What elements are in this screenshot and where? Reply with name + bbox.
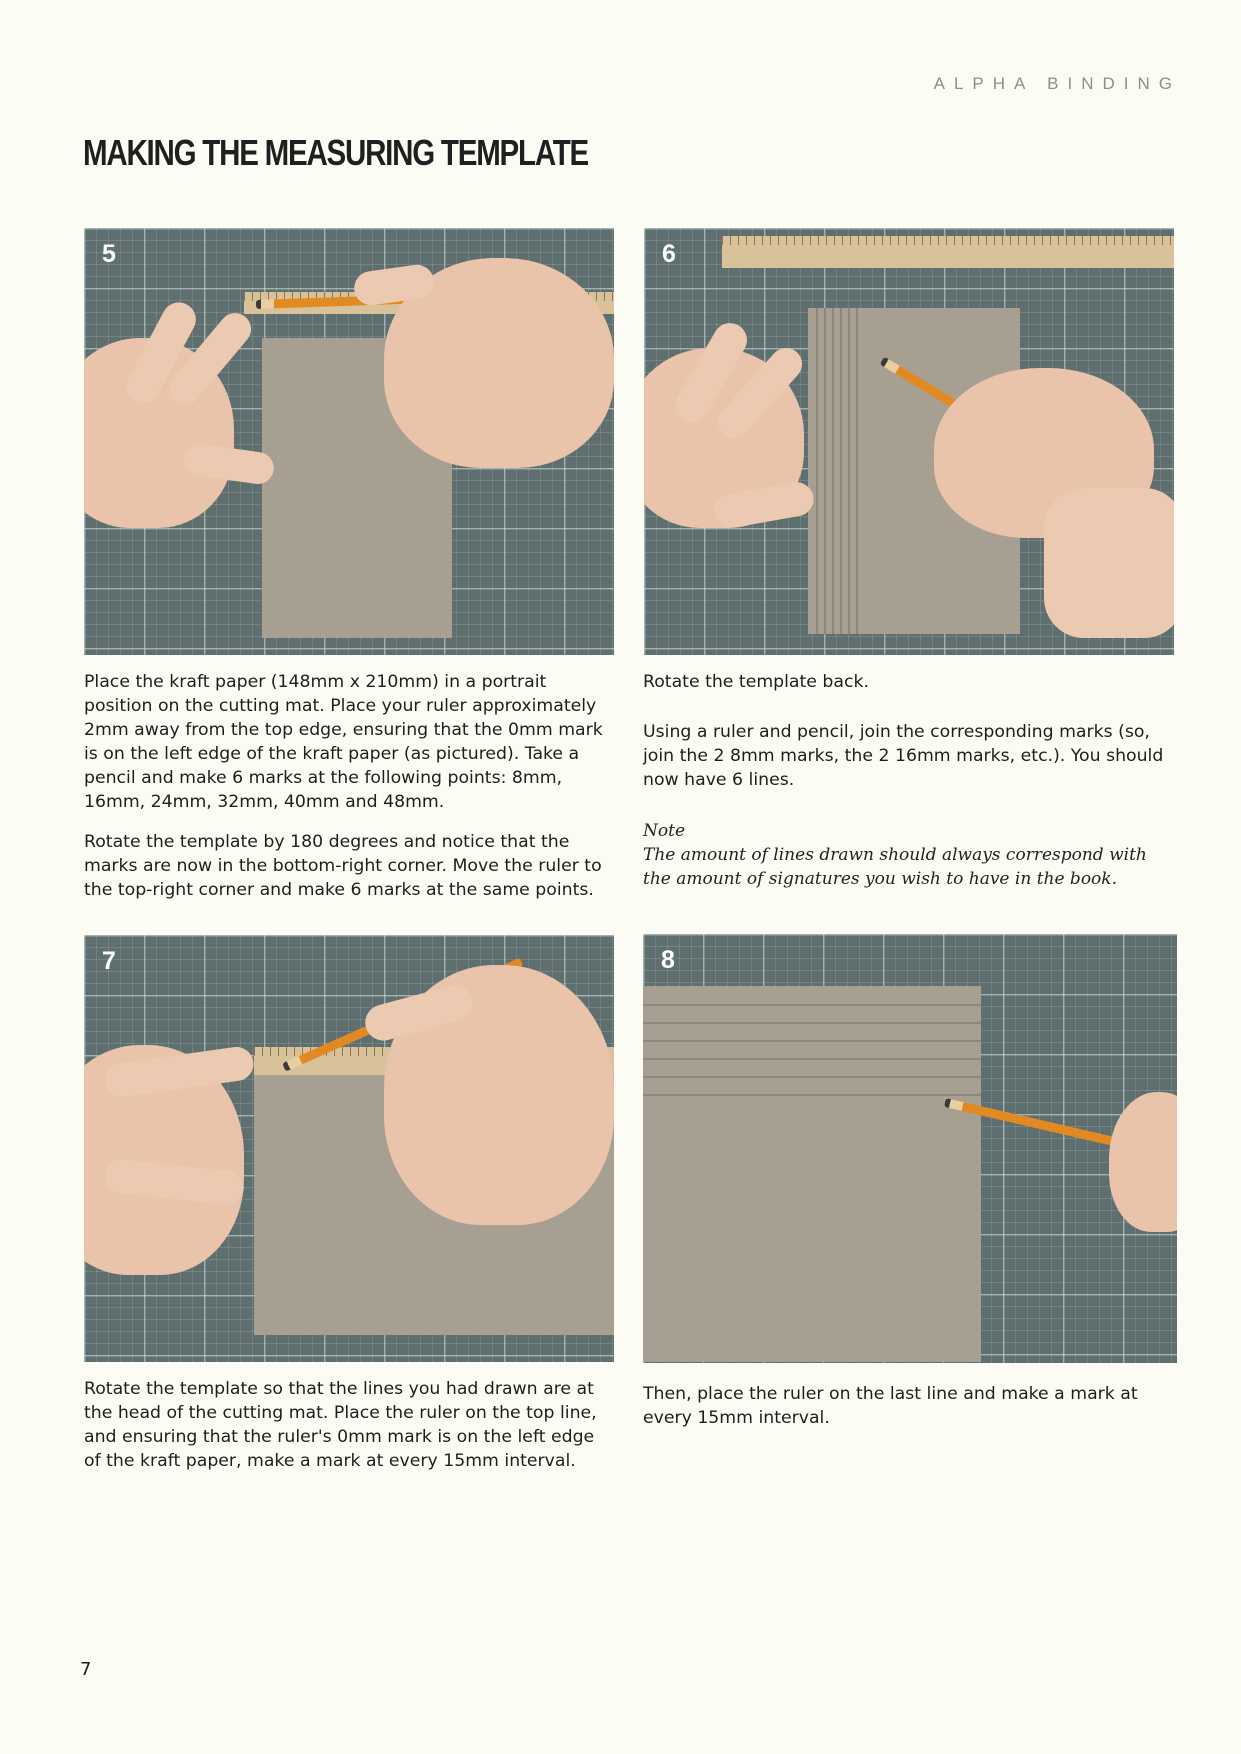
pencil-line [643,1040,981,1042]
step-6-instructions: Rotate the template back. [643,672,869,692]
note-label: Note [643,821,686,841]
step-6-instructions: Using a ruler and pencil, join the corresponding marks (so, join the 2 8mm marks, the 2 16mm marks, etc.). You should now have 6 lines. [643,722,1164,790]
pencil-line [643,1022,981,1024]
pencil-line [848,308,850,634]
pencil-line [643,1094,981,1096]
pencil-line [832,308,834,634]
step-number: 5 [102,240,116,268]
pencil-line [856,308,858,634]
ruler [722,236,1174,268]
hand [1109,1092,1177,1232]
pencil-line [643,1058,981,1060]
step-number: 6 [662,240,676,268]
step-8-instructions: Then, place the ruler on the last line and make a mark at every 15mm interval. [643,1384,1138,1428]
note-text: The amount of lines drawn should always correspond with the amount of signatures you wish to have in the book. [643,845,1147,889]
wrist [1044,488,1174,638]
running-header: ALPHA BINDING [933,74,1181,93]
kraft-paper [643,986,981,1362]
pencil-line [643,1076,981,1078]
step-number: 8 [661,946,675,974]
step-8-photo [643,934,1177,1363]
page-number: 7 [80,1659,92,1680]
pencil-line [816,308,818,634]
step-5-photo [84,228,614,655]
step-6-photo [644,228,1174,655]
step-5-instructions: Rotate the template by 180 degrees and notice that the marks are now in the bottom-right corner. Move the ruler to the top-right corner and make 6 marks at the same points. [84,832,602,900]
pencil-line [824,308,826,634]
step-number: 7 [102,947,116,975]
page-title: MAKING THE MEASURING TEMPLATE [83,132,588,173]
pencil-line [840,308,842,634]
step-7-instructions: Rotate the template so that the lines you had drawn are at the head of the cutting mat. Place the ruler on the top line, and ensuring that the ruler's 0mm mark is on the left edge of the kraft paper, make a mark at every 15mm interval. [84,1379,597,1471]
step-5-instructions: Place the kraft paper (148mm x 210mm) in a portrait position on the cutting mat. Place your ruler approximately 2mm away from the top edge, ensuring that the 0mm mark is on the left edge of the kraft paper (as pictured). Take a pencil and make 6 marks at the following points: 8mm, 16mm, 24mm, 32mm, 40mm and 48mm. [84,672,603,812]
pencil-line [643,1004,981,1006]
step-7-photo [84,935,614,1362]
